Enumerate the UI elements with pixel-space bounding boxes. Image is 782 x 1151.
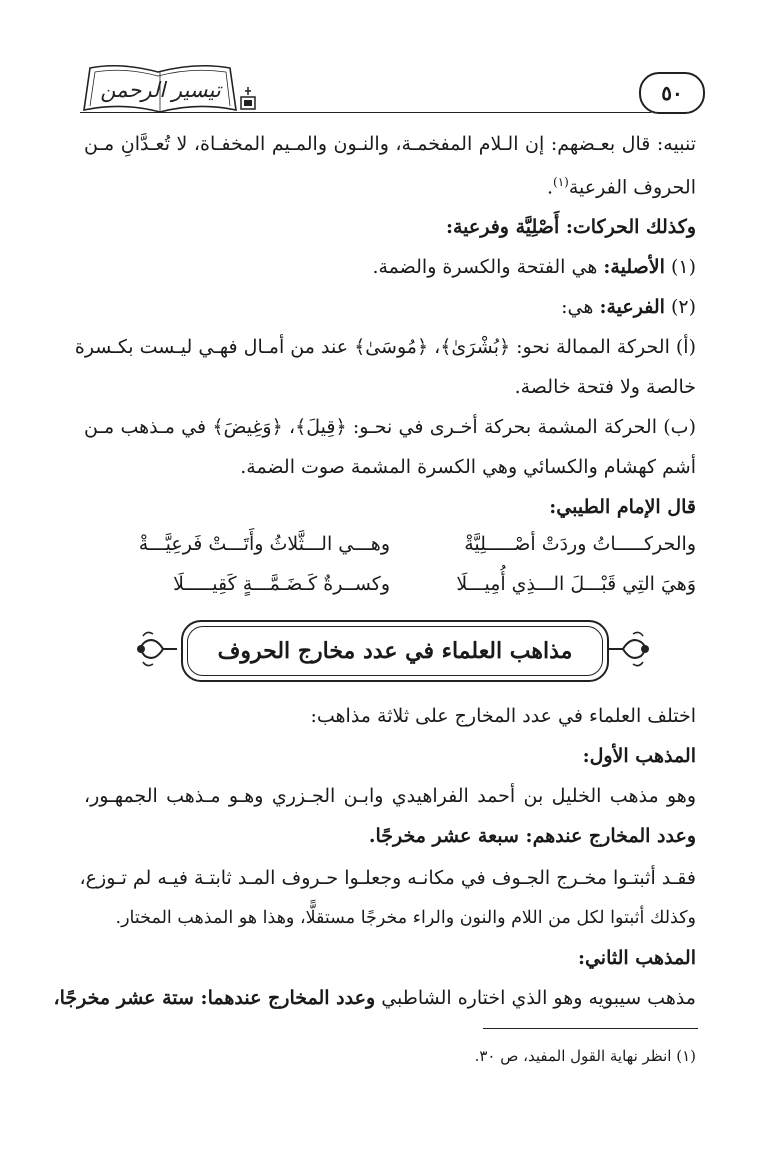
section-banner (133, 620, 653, 684)
bold-text: المذهب الأول: (582, 745, 696, 767)
bold-text: وعدد المخارج عندهما: ستة عشر مخرجًا، (53, 987, 376, 1009)
paragraph-line: تنبيه: قال بعـضهم: إن الـلام المفخمـة، والنـون والمـيم المخفـاة، لا تُعـدَّانِ مـن (84, 133, 696, 155)
page-header (80, 60, 705, 120)
paragraph-line (561, 293, 696, 321)
paragraph-line: أشم كهشام والكسائي وهي الكسرة المشمة صوت الضمة. (240, 456, 696, 478)
paragraph-text: . (546, 176, 554, 199)
section-title-inner-border (187, 626, 603, 676)
section-title-box (181, 620, 609, 682)
paragraph-text: مذهب سيبويه وهو الذي اختاره الشاطبي (381, 987, 696, 1009)
footnote-rule (483, 1028, 698, 1029)
paragraph-line: فقـد أثبتـوا مخـرج الجـوف في مكانـه وجعلـوا حـروف المـد ثابتـة فيـه لم تـوزع، (79, 867, 696, 889)
paragraph-line (549, 493, 696, 521)
verse-hemistich-left: وكســرةٌ كَـضَـمَّـــةٍ كَقِيـــــلَا (173, 573, 390, 595)
banner-ornament-left-icon (133, 628, 179, 670)
header-rule (80, 112, 651, 113)
paragraph-text: هي الفتحة والكسرة والضمة. (372, 256, 598, 278)
paragraph-text: هي: (561, 296, 594, 318)
footnote-ref: (١) (553, 175, 569, 189)
section-title: مذاهب العلماء في عدد مخارج الحروف (217, 638, 573, 664)
paragraph-line (372, 253, 696, 281)
paragraph-line (54, 984, 696, 1012)
bold-text: وكذلك الحركات: أَصْلِيَّة وفرعية: (445, 216, 696, 238)
list-number: (١) (670, 256, 696, 278)
header-lamp-icon (237, 85, 259, 111)
paragraph-line: اختلف العلماء في عدد المخارج على ثلاثة مذاهب: (310, 705, 696, 727)
paragraph-line (369, 822, 696, 850)
paragraph-line: (أ) الحركة الممالة نحو: ﴿بُشْرَىٰ﴾، ﴿مُوسَىٰ﴾ عند من أمـال فهـي ليـست بكـسرة (74, 336, 696, 358)
bold-text: المذهب الثاني: (577, 947, 696, 969)
bold-text: الفرعية: (599, 296, 665, 318)
paragraph-line (578, 944, 696, 972)
verse-hemistich-left: وهـــي الـــثَّلاثُ وأَتَـــتْ فَرعِيَّـــةْ (138, 533, 390, 555)
paragraph-line (583, 742, 696, 770)
banner-ornament-right-icon (607, 628, 653, 670)
paragraph-line (547, 168, 696, 201)
footnote: (١) انظر نهاية القول المفيد، ص ٣٠. (474, 1047, 696, 1065)
page-number: ٥٠ (639, 72, 705, 114)
bold-text: وعدد المخارج عندهم: سبعة عشر مخرجًا. (368, 825, 696, 847)
bold-text: قال الإمام الطيبي: (549, 496, 696, 518)
book-title: تيسير الرحمن (100, 78, 221, 102)
paragraph-line (446, 213, 696, 241)
list-number: (٢) (670, 296, 696, 318)
paragraph-line: وكذلك أثبتوا لكل من اللام والنون والراء مخرجًا مستقلًّا، وهذا هو المذهب المختار. (115, 908, 696, 928)
paragraph-line: (ب) الحركة المشمة بحركة أخـرى في نحـو: ﴿قِيلَ﴾، ﴿وَغِيضَ﴾ في مـذهب مـن (84, 416, 696, 438)
paragraph-line: وهو مذهب الخليل بن أحمد الفراهيدي وابـن الجـزري وهـو مـذهب الجمهـور، (84, 785, 696, 807)
paragraph-text: الحروف الفرعية (568, 176, 696, 199)
verse-hemistich-right: وَهيَ التِي قَبْـــلَ الـــذِي أُمِيـــلَا (456, 573, 696, 595)
bold-text: الأصلية: (603, 256, 665, 278)
verse-hemistich-right: والحركـــــاتُ وردَتْ أصْـــــلِيَّةْ (464, 533, 696, 555)
paragraph-line: خالصة ولا فتحة خالصة. (514, 376, 696, 398)
